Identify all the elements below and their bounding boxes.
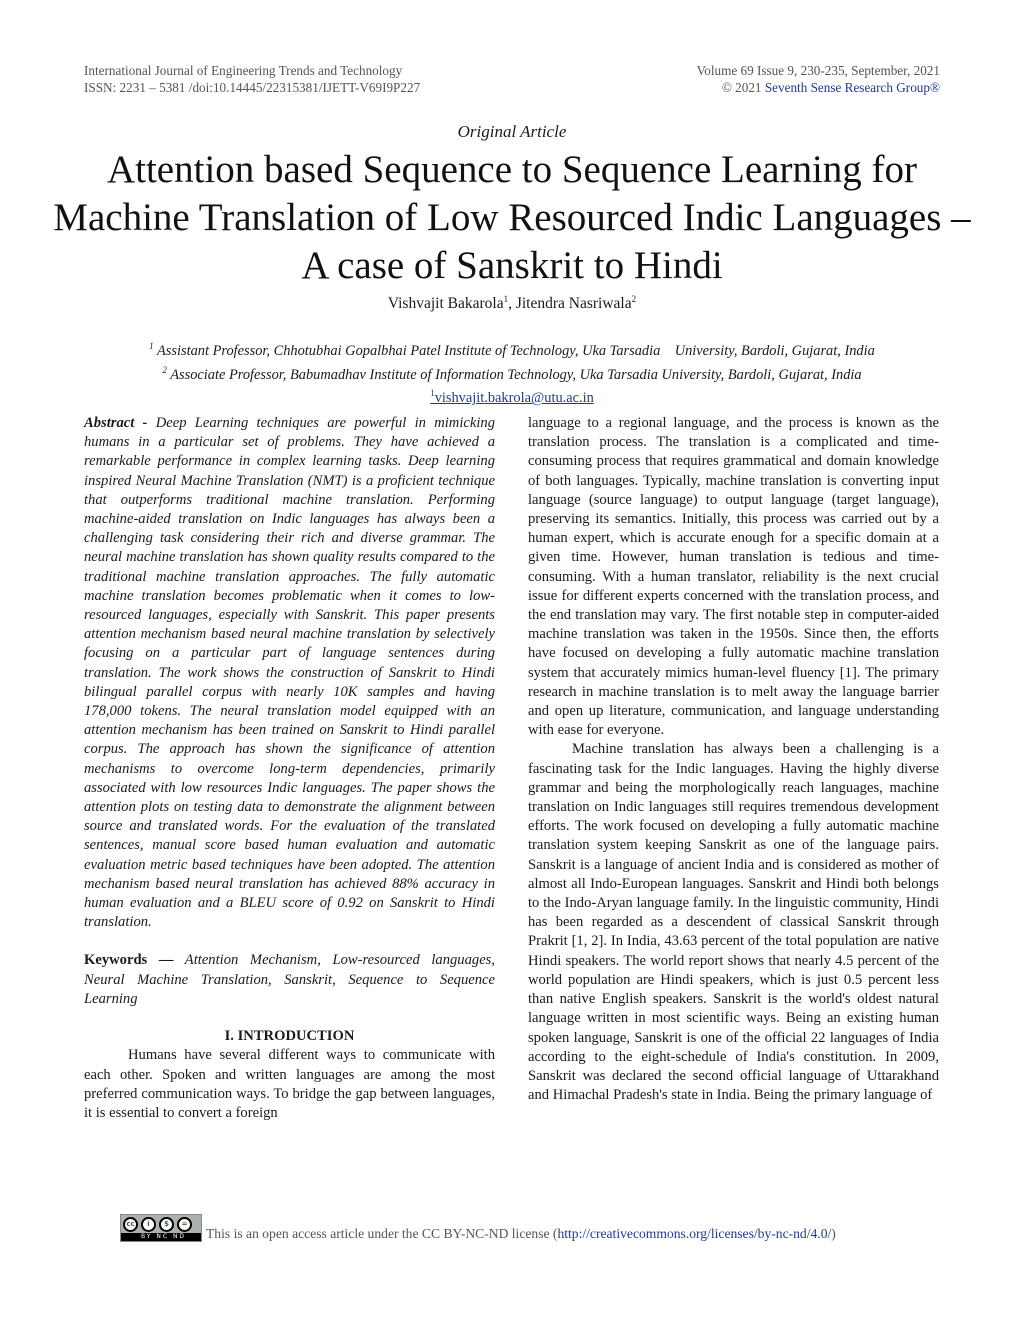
paper-title: Attention based Sequence to Sequence Learning for Machine Translation of Low Resourced Indic Languages – A case of Sanskrit to Hindi — [53, 148, 971, 287]
author-name: Jitendra Nasriwala — [515, 295, 632, 313]
cc-badge-icons — [121, 1215, 201, 1233]
issn-doi: ISSN: 2231 – 5381 /doi:10.14445/22315381/IJETT-V69I9P227 — [84, 80, 421, 95]
by-attribution-icon: i — [141, 1217, 156, 1232]
intro-paragraph-continued: language to a regional language, and the process is known as the translation process. The translation is a complicated and time-consuming process that requires grammatical and domain knowledge of both languages. Typically, machine translation is converting input language (source language) to output language (target language), preserving its semantics. Initially, this process was carried out by a human expert, which is accurate enough for a specific domain at a given time. However, human translation is tedious and time-consuming. With a human translator, reliability is the next crucial issue for different experts concerned with the translation process, and the end translation may vary. The first notable step in computer-aided machine translation was taken in the 1950s. Since then, the efforts have focused on developing a fully automatic machine translation system that accurately mimics human-level fluency [1]. The primary research in machine translation is to melt away the language barrier and open up literature, communication, and language understanding with ease for everyone. — [528, 415, 939, 739]
intro-paragraph-start: Humans have several different ways to communicate with each other. Spoken and written languages are among the most preferred communication ways. To bridge the gap between languages, it is essential to convert a foreign — [84, 1047, 495, 1121]
affiliation-1 — [60, 337, 964, 361]
keywords-text: Attention Mechanism, Low-resourced languages, Neural Machine Translation, Sanskrit, Sequence to Sequence Learning — [84, 952, 495, 1007]
journal-name: International Journal of Engineering Trends and Technology — [84, 63, 403, 78]
email-marker: 1 — [430, 388, 435, 399]
volume-header — [696, 62, 940, 96]
author-name: Vishvajit Bakarola — [387, 295, 504, 313]
abstract — [84, 414, 495, 932]
email-line — [60, 385, 964, 409]
affil-marker: 2 — [162, 364, 167, 375]
abstract-text: Deep Learning techniques are powerful in mimicking humans in a particular set of problems. They have achieved a remarkable performance in complex learning tasks. Deep learning inspired Neural Machine Translation (NMT) is a proficient technique that outperforms traditional machine translation. Performing machine-aided translation on Indic languages has always been a challenging task considering their rich and diverse grammar. The neural machine translation has shown quality results compared to the traditional machine translation approaches. The fully automatic machine translation becomes problematic when it comes to low-resourced languages, especially with Sanskrit. This paper presents attention mechanism based neural machine translation by selectively focusing on a particular part of language sentences during translation. The work shows the construction of Sanskrit to Hindi bilingual parallel corpus with nearly 10K samples and having 178,000 tokens. The neural translation model equipped with an attention mechanism has been trained on Sanskrit to Hindi parallel corpus. The approach has shown the significance of attention mechanisms to overcome long-term dependencies, primarily associated with low resources Indic languages. The paper shows the attention plots on testing data to demonstrate the alignment between source and translated words. For the evaluation of the translated sentences, manual score based human evaluation and automatic evaluation metric based techniques have been adopted. The attention mechanism based neural translation has achieved 88% accuracy in human evaluation and a BLEU score of 0.92 on Sanskrit to Hindi translation. — [84, 415, 496, 931]
cc-badge-label: BY NC ND — [141, 1233, 187, 1240]
article-type: Original Article — [457, 122, 567, 141]
right-column — [528, 414, 939, 1105]
affiliations — [60, 337, 964, 408]
cc-icon: cc — [123, 1217, 138, 1232]
copyright-line — [696, 79, 940, 96]
affiliation-text: Associate Professor, Babumadhav Institute of Information Technology, Uka Tarsadia University, Bardoli, Gujarat, India — [166, 366, 862, 383]
author-separator: , — [508, 295, 516, 313]
affil-marker: 1 — [149, 341, 154, 351]
keywords-label: Keywords — — [84, 952, 174, 969]
cc-license-badge[interactable] — [120, 1214, 202, 1242]
author-affil-marker: 1 — [503, 294, 509, 304]
license-prefix: This is an open access article under the CC BY-NC-ND license ( — [206, 1226, 558, 1241]
left-column — [84, 414, 495, 1123]
affiliation-text: Assistant Professor, Chhotubhai Gopalbhai Patel Institute of Technology, Uka Tarsadia University, Bardoli, Gujarat, India — [153, 342, 875, 359]
author-list — [0, 294, 1024, 313]
intro-paragraph-2: Machine translation has always been a challenging is a fascinating task for the Indic languages. Having the highly diverse grammar and being the morphologically reach languages, machine translation on Indic languages still requires tremendous development efforts. The work focused on developing a fully automatic machine translation system keeping Sanskrit as one of the language pairs. Sanskrit is a language of ancient India and is considered as mother of almost all Indo-European languages. Sanskrit and Hindi both belongs to the Indo-Aryan language family. In the linguistic community, Hindi has been regarded as a descendent of classical Sanskrit through Prakrit [1, 2]. In India, 43.63 percent of the total population are native Hindi speakers. The world report shows that nearly 4.5 percent of the world population are Hindi speakers, which is just 0.5 percent less than native English speakers. Sanskrit is the world's oldest natural language written in most scientific ways. Being an existing human spoken language, Sanskrit is one of the official 22 languages of India according to the eight-schedule of India's constitution. In 2009, Sanskrit was declared the second official language of Uttarakhand and Himachal Pradesh's state in India. Being the primary language of — [528, 741, 939, 1104]
license-text — [206, 1226, 836, 1242]
email-address: vishvajit.bakrola@utu.ac.in — [434, 390, 594, 407]
email-link[interactable] — [430, 390, 594, 406]
keywords — [84, 951, 495, 1009]
volume-info: Volume 69 Issue 9, 230-235, September, 2021 — [696, 63, 940, 78]
license-footer — [120, 1214, 836, 1242]
license-suffix: ) — [831, 1226, 836, 1241]
abstract-label: Abstract - — [84, 415, 148, 431]
publisher-link[interactable]: Seventh Sense Research Group® — [764, 80, 940, 95]
section-heading-introduction: I. INTRODUCTION — [224, 1028, 355, 1045]
no-derivatives-icon: = — [177, 1217, 192, 1232]
journal-header — [84, 62, 420, 96]
author-affil-marker: 2 — [631, 294, 637, 304]
copyright-prefix: © 2021 — [721, 80, 765, 95]
noncommercial-icon: $ — [159, 1217, 174, 1232]
license-url-link[interactable]: http://creativecommons.org/licenses/by-nc-nd/4.0/ — [557, 1226, 832, 1241]
affiliation-2 — [60, 361, 964, 385]
